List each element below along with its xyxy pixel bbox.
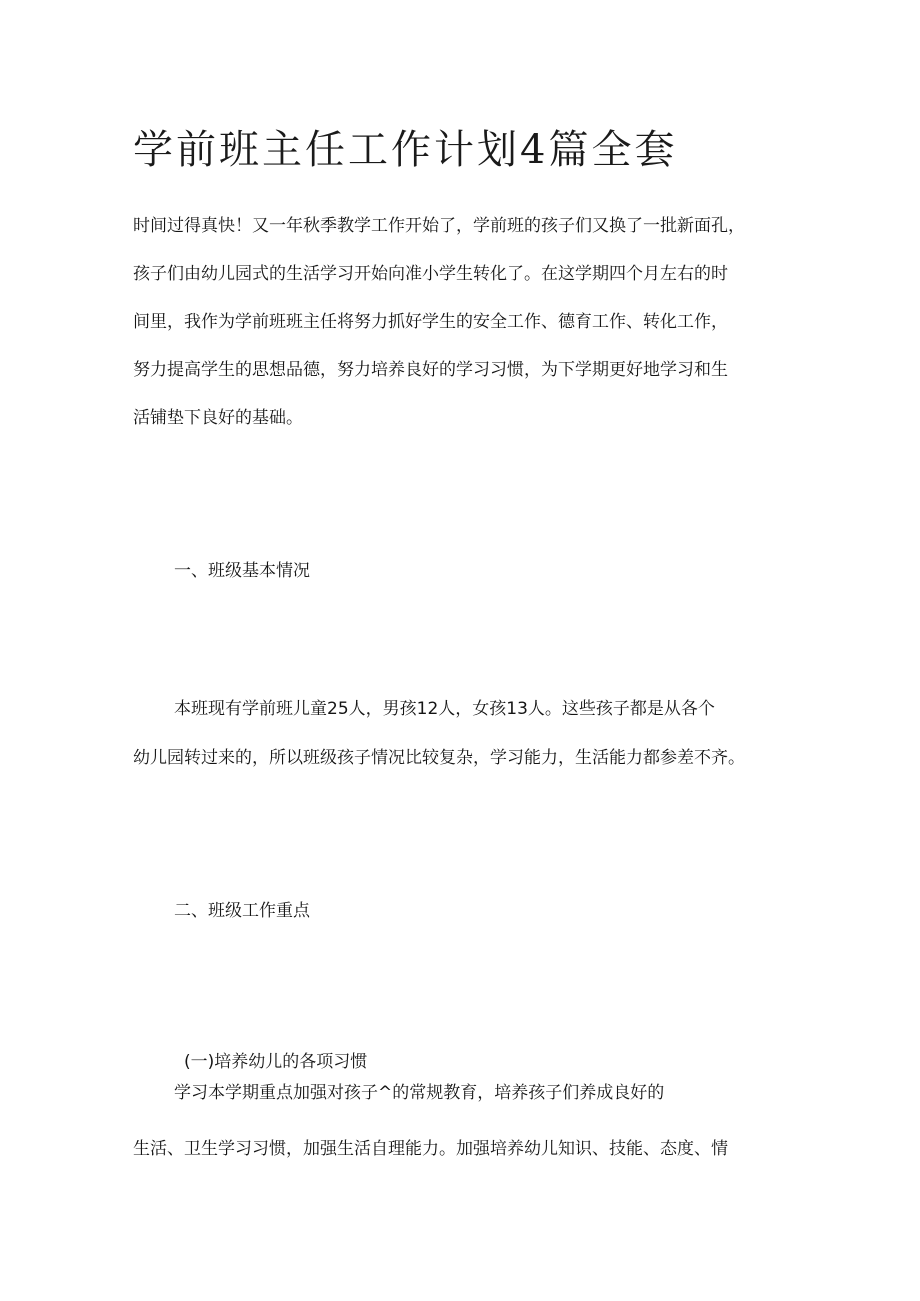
intro-line: 间里，我作为学前班班主任将努力抓好学生的安全工作、德育工作、转化工作， bbox=[133, 312, 728, 332]
section-heading: 二、班级工作重点 bbox=[174, 901, 310, 921]
body-line: 幼儿园转过来的，所以班级孩子情况比较复杂，学习能力，生活能力都参差不齐。 bbox=[133, 748, 745, 768]
body-line: 学习本学期重点加强对孩子^的常规教育，培养孩子们养成良好的 bbox=[174, 1083, 665, 1103]
document-title: 学前班主任工作计划4篇全套 bbox=[133, 127, 678, 173]
body-line: 本班现有学前班儿童25人，男孩12人，女孩13人。这些孩子都是从各个 bbox=[174, 699, 715, 719]
section-heading: 一、班级基本情况 bbox=[174, 561, 310, 581]
intro-line: 时间过得真快！又一年秋季教学工作开始了，学前班的孩子们又换了一批新面孔， bbox=[133, 216, 745, 236]
body-line: 生活、卫生学习习惯，加强生活自理能力。加强培养幼儿知识、技能、态度、情 bbox=[133, 1139, 728, 1159]
intro-line: 活铺垫下良好的基础。 bbox=[133, 408, 303, 428]
intro-line: 努力提高学生的思想品德，努力培养良好的学习习惯，为下学期更好地学习和生 bbox=[133, 360, 728, 380]
sub-heading: (一)培养幼儿的各项习惯 bbox=[184, 1052, 368, 1072]
intro-line: 孩子们由幼儿园式的生活学习开始向准小学生转化了。在这学期四个月左右的时 bbox=[133, 264, 728, 284]
